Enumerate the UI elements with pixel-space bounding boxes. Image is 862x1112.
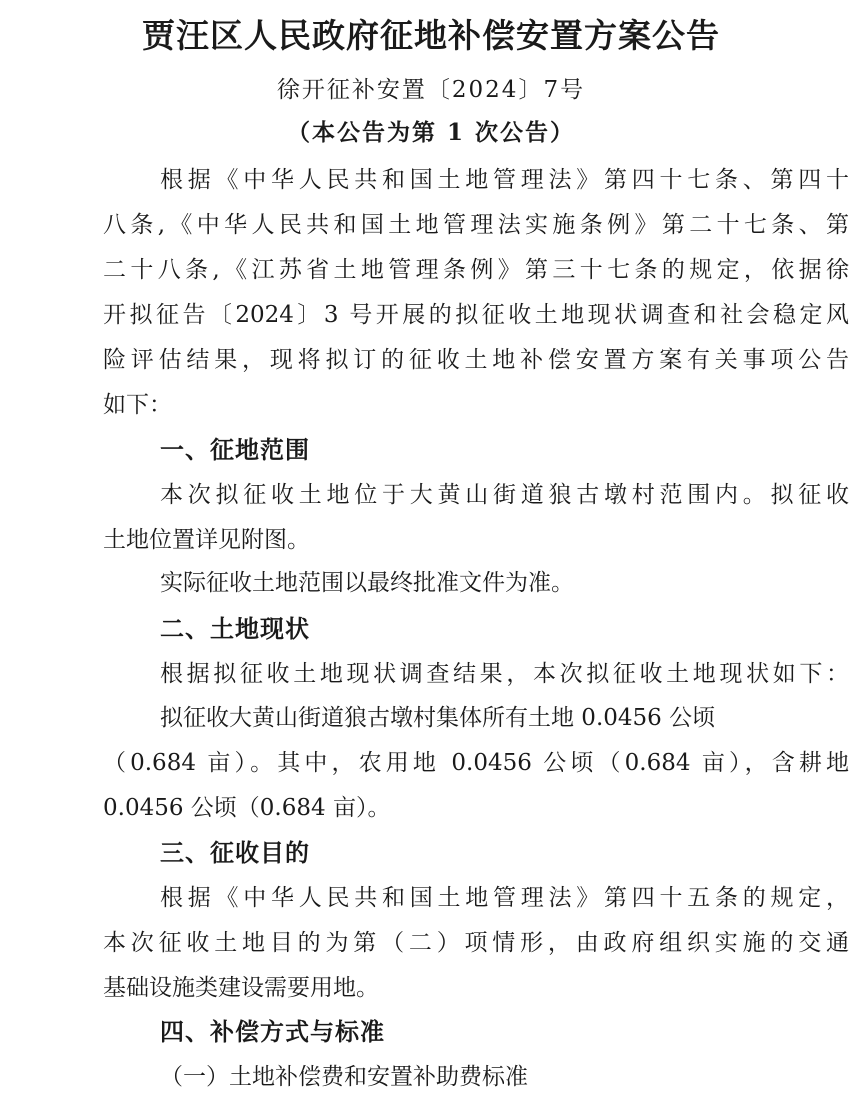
intro-line: 八条,《中华人民共和国土地管理法实施条例》第二十七条、第 xyxy=(103,212,849,238)
document-number: 徐开征补安置〔2024〕7号 xyxy=(276,77,586,103)
intro-line: 如下： xyxy=(103,392,172,418)
section-line: 本次征收土地目的为第（二）项情形，由政府组织实施的交通 xyxy=(103,930,849,956)
section-line: 0.0456 公顷（0.684 亩）。 xyxy=(103,795,391,821)
section-line: 本次拟征收土地位于大黄山街道狼古墩村范围内。拟征收 xyxy=(160,482,849,508)
intro-line: 开拟征告〔2024〕3 号开展的拟征收土地现状调查和社会稳定风 xyxy=(103,302,849,328)
section-heading-compensation: 四、补偿方式与标准 xyxy=(160,1018,385,1046)
section-line: （0.684 亩）。其中，农用地 0.0456 公顷（0.684 亩），含耕地 xyxy=(103,750,849,776)
intro-line: 根据《中华人民共和国土地管理法》第四十七条、第四十 xyxy=(160,167,849,193)
section-line: 基础设施类建设需要用地。 xyxy=(103,975,379,1001)
intro-line: 险评估结果，现将拟订的征收土地补偿安置方案有关事项公告 xyxy=(103,347,849,373)
intro-line: 二十八条,《江苏省土地管理条例》第三十七条的规定，依据徐 xyxy=(103,257,849,283)
section-line: （一）土地补偿费和安置补助费标准 xyxy=(160,1064,528,1090)
notice-count: （本公告为第 1 次公告） xyxy=(286,119,576,146)
section-heading-scope: 一、征地范围 xyxy=(160,436,310,464)
section-line: 实际征收土地范围以最终批准文件为准。 xyxy=(160,570,574,596)
section-line: 拟征收大黄山街道狼古墩村集体所有土地 0.0456 公顷 xyxy=(160,705,716,731)
section-heading-status: 二、土地现状 xyxy=(160,615,310,643)
section-line: 根据拟征收土地现状调查结果，本次拟征收土地现状如下： xyxy=(160,661,849,687)
document-title: 贾汪区人民政府征地补偿安置方案公告 xyxy=(142,16,720,55)
section-heading-purpose: 三、征收目的 xyxy=(160,839,310,867)
section-line: 根据《中华人民共和国土地管理法》第四十五条的规定， xyxy=(160,885,849,911)
section-line: 土地位置详见附图。 xyxy=(103,527,310,553)
